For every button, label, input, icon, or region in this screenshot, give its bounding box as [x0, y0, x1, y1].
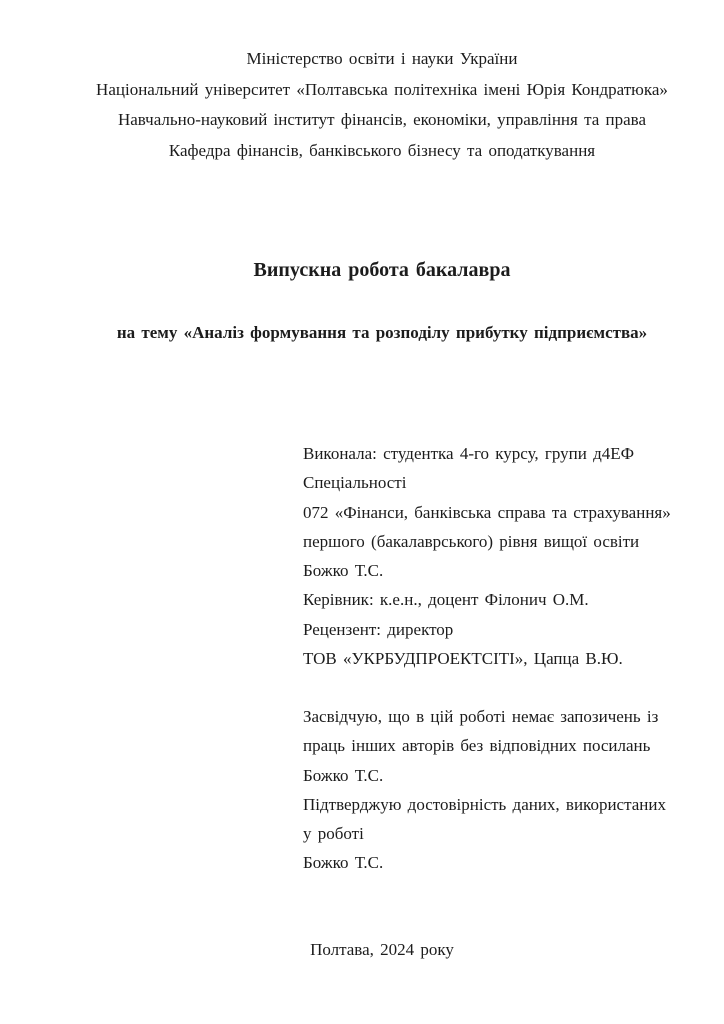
specialty-code-line: 072 «Фінанси, банківська справа та страхування»	[303, 502, 671, 522]
reviewer-line: Рецензент: директор	[303, 619, 454, 639]
institute-line: Навчально-науковий інститут фінансів, економіки, управління та права	[117, 110, 647, 130]
supervisor-line: Керівник: к.е.н., доцент Філонич О.М.	[303, 590, 589, 610]
attestation-signature-1: Божко Т.С.	[303, 765, 384, 785]
thesis-topic: на тему «Аналіз формування та розподілу прибутку підприємства»	[116, 323, 648, 342]
specialty-label-line: Спеціальності	[303, 473, 407, 493]
no-plagiarism-line-1: Засвідчую, що в цій роботі немає запозичень із	[303, 707, 659, 726]
city-year-line: Полтава, 2024 року	[310, 940, 454, 959]
attestation-signature-2: Божко Т.С.	[303, 853, 384, 873]
university-line: Національний університет «Полтавська політехніка імені Юрія Кондратюка»	[96, 79, 668, 99]
data-accuracy-line-2: у роботі	[303, 824, 364, 844]
reviewer-company-line: ТОВ «УКРБУДПРОЕКТСІТІ», Цапца В.Ю.	[303, 649, 623, 669]
thesis-title: Випускна робота бакалавра	[253, 259, 511, 281]
ministry-line: Міністерство освіти і науки України	[246, 49, 518, 68]
education-level-line: першого (бакалаврського) рівня вищої освіти	[303, 531, 640, 551]
author-line: Виконала: студентка 4-го курсу, групи д4ЕФ	[303, 444, 635, 463]
university-header	[85, 44, 679, 167]
credentials-block	[303, 439, 684, 673]
data-accuracy-line-1: Підтверджую достовірність даних, використаних	[303, 794, 666, 814]
department-line: Кафедра фінансів, банківського бізнесу та оподаткування	[168, 141, 596, 161]
author-name-line: Божко Т.С.	[303, 561, 384, 581]
attestation-block	[303, 702, 684, 878]
no-plagiarism-line-2: праць інших авторів без відповідних посилань	[303, 736, 651, 756]
